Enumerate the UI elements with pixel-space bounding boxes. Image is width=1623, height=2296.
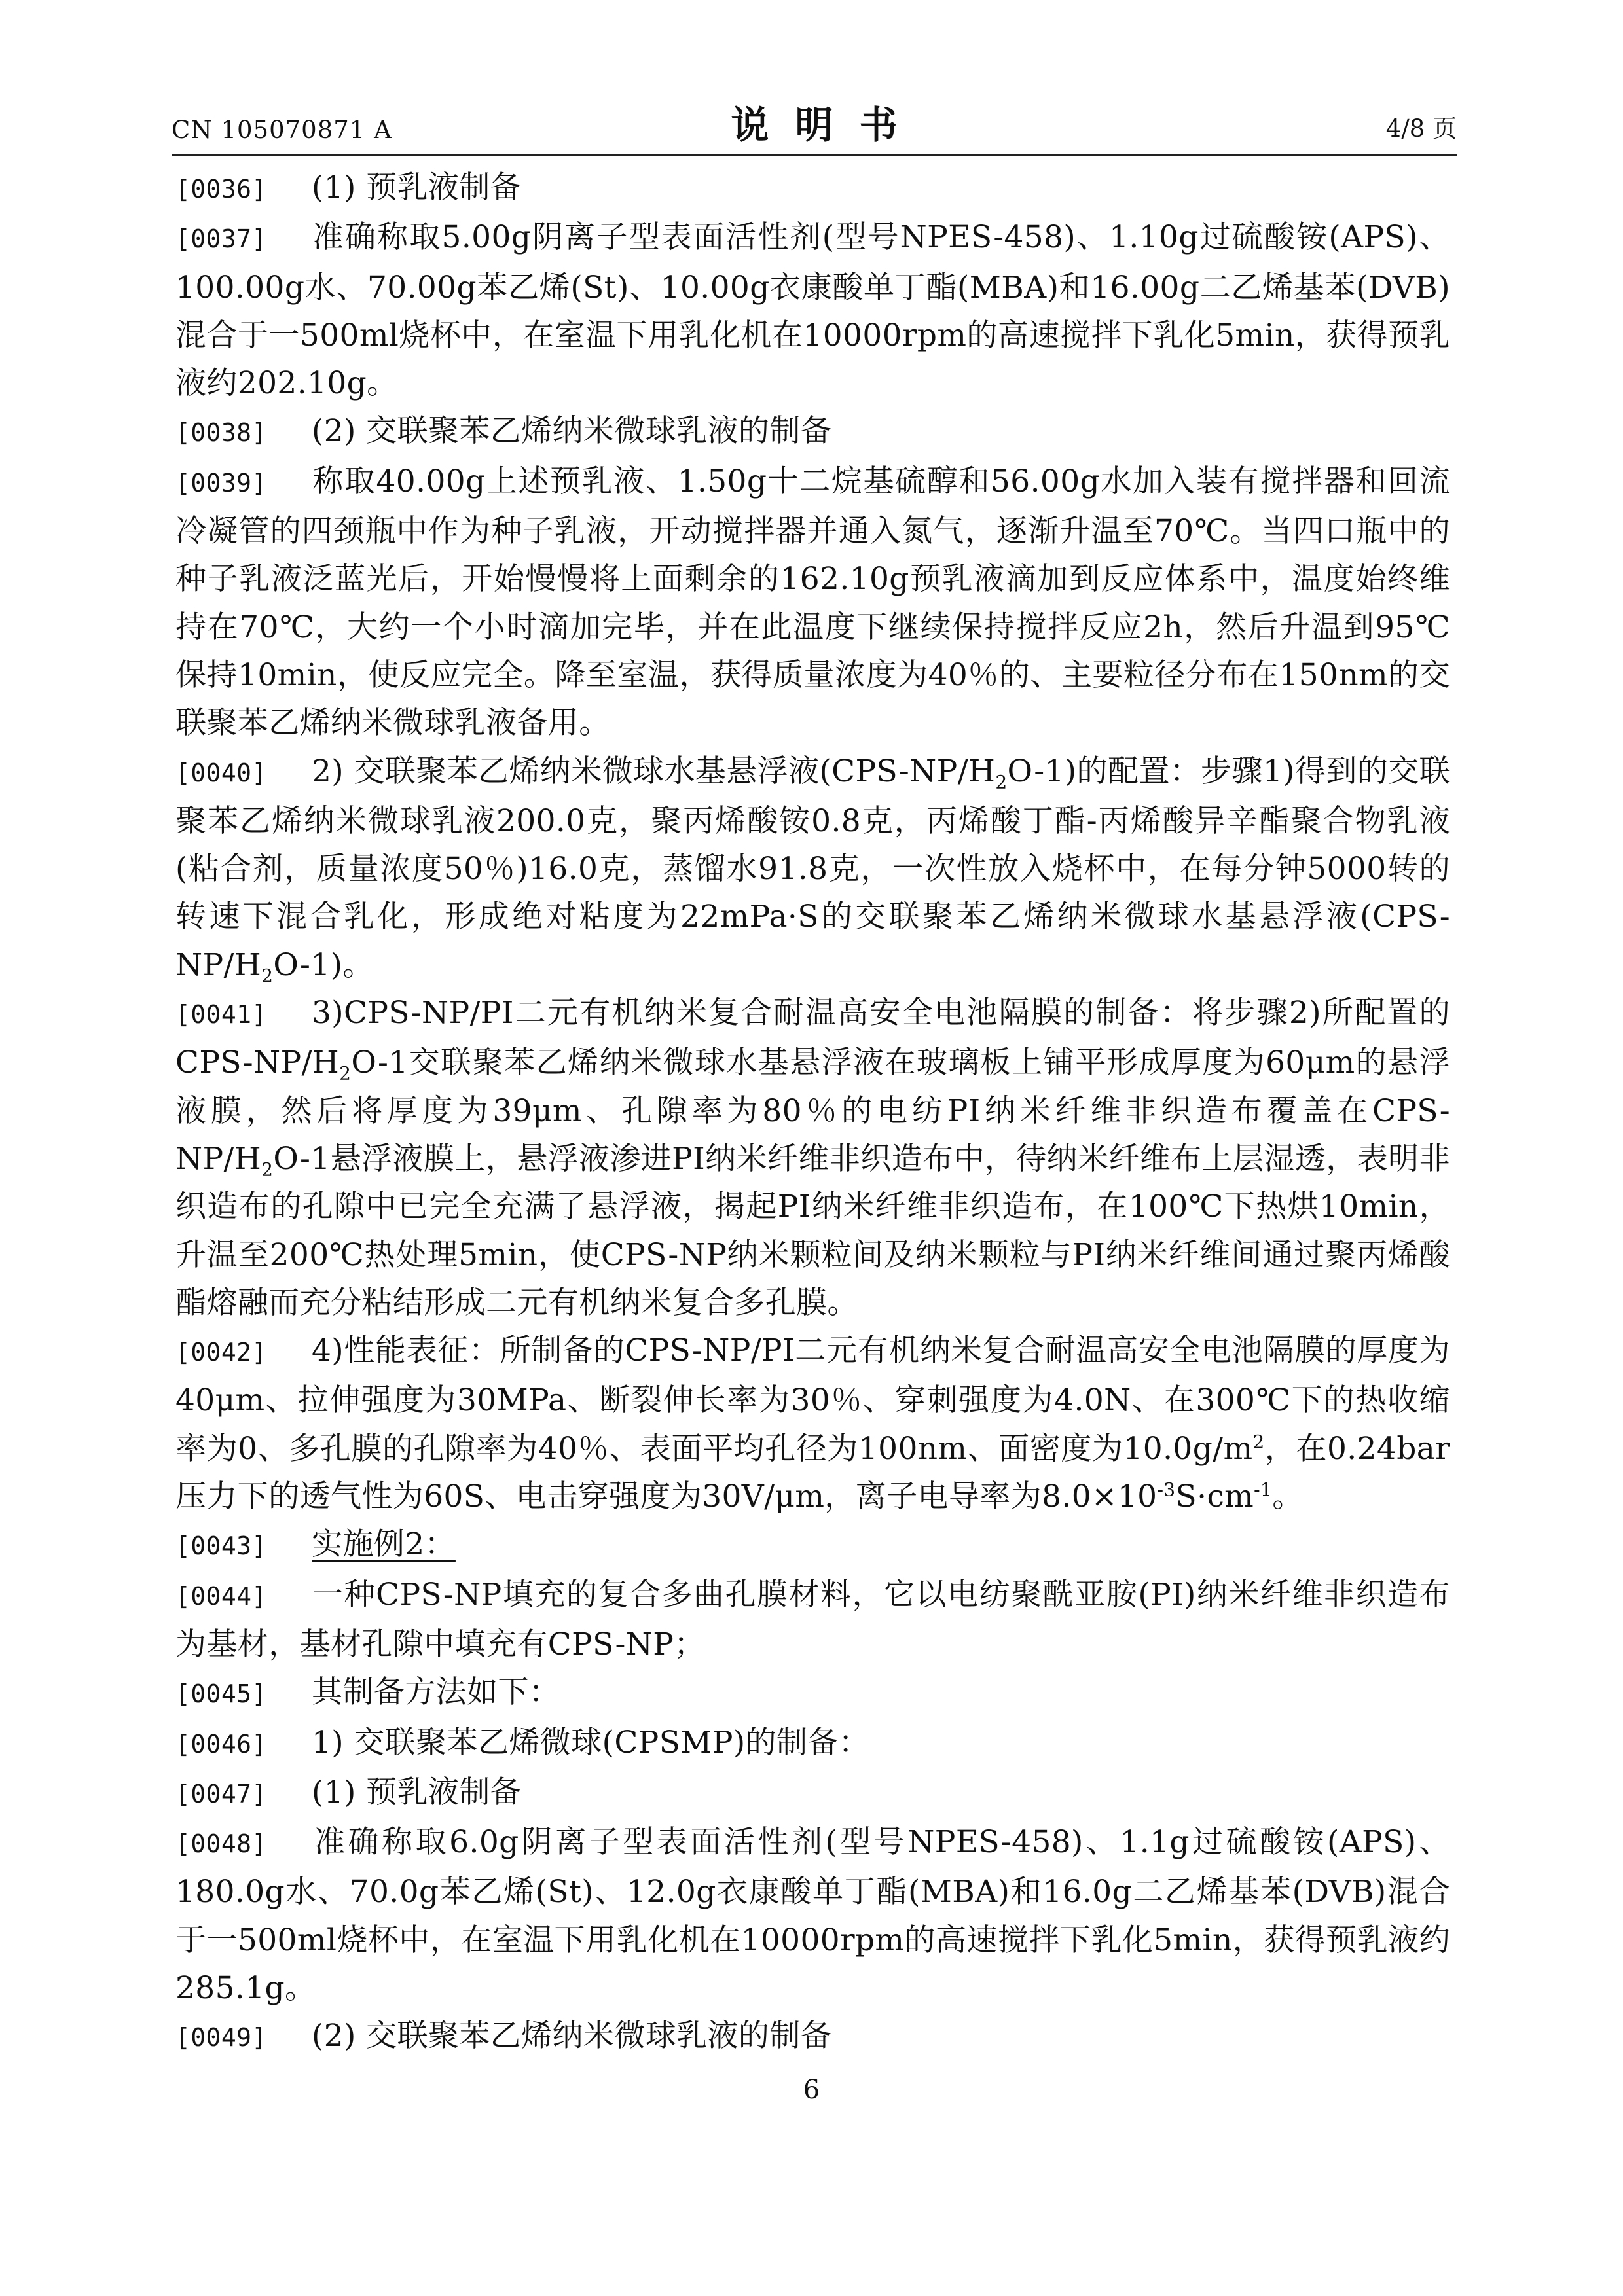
superscript: 2	[1252, 1431, 1265, 1453]
paragraph-number: [0036]	[175, 175, 267, 204]
paragraph-number: [0043]	[175, 1532, 267, 1561]
paragraph-number: [0049]	[175, 2023, 267, 2053]
subscript: 2	[261, 1158, 274, 1181]
paragraph-number: [0037]	[175, 224, 267, 254]
page-header	[172, 93, 1457, 153]
paragraph-text: S·cm	[1175, 1479, 1254, 1515]
paragraph-text: 称取40.00g上述预乳液、1.50g十二烷基硫醇和56.00g水加入装有搅拌器和回流冷凝管的四颈瓶中作为种子乳液，开动搅拌器并通入氮气，逐渐升温至70℃。当四口瓶中的种子乳液泛蓝光后，开始慢慢将上面剩余的162.10g预乳液滴加到反应体系中，温度始终维持在70℃，大约一个小时滴加完毕，并在此温度下继续保持搅拌反应2h，然后升温到95℃保持10min，使反应完全。降至室温，获得质量浓度为40％的、主要粒径分布在150nm的交联聚苯乙烯纳米微球乳液备用。	[175, 463, 1450, 742]
page-indicator: 4/8 页	[1385, 115, 1457, 143]
paragraph-number: [0047]	[175, 1779, 267, 1808]
paragraph-text: O-1)。	[273, 946, 374, 983]
superscript: -1	[1254, 1479, 1273, 1501]
paragraph-0040	[175, 747, 1450, 989]
paragraph-number: [0040]	[175, 758, 267, 787]
paragraph-text: 准确称取6.0g阴离子型表面活性剂(型号NPES-458)、1.1g过硫酸铵(APS)、180.0g水、70.0g苯乙烯(St)、12.0g衣康酸单丁酯(MBA)和16.0g二乙烯基苯(DVB)混合于一500ml烧杯中，在室温下用乳化机在10000rpm的高速搅拌下乳化5min，获得预乳液约285.1g。	[175, 1824, 1450, 2006]
paragraph-0047	[175, 1768, 1450, 1818]
header-divider	[172, 154, 1457, 156]
subscript: 2	[995, 770, 1008, 793]
paragraph-0043	[175, 1520, 1450, 1570]
example-heading: 实施例2：	[312, 1526, 456, 1563]
paragraph-number: [0042]	[175, 1338, 267, 1367]
paragraph-text: 其制备方法如下：	[312, 1674, 560, 1711]
paragraph-number: [0046]	[175, 1729, 267, 1759]
paragraph-text: 准确称取5.00g阴离子型表面活性剂(型号NPES-458)、1.10g过硫酸铵(APS)、100.00g水、70.00g苯乙烯(St)、10.00g衣康酸单丁酯(MBA)和16.00g二乙烯基苯(DVB)混合于一500ml烧杯中，在室温下用乳化机在10000rpm的高速搅拌下乳化5min，获得预乳液约202.10g。	[175, 219, 1450, 402]
document-body	[175, 164, 1450, 2062]
paragraph-text: (2) 交联聚苯乙烯纳米微球乳液的制备	[312, 2018, 832, 2054]
paragraph-number: [0044]	[175, 1581, 267, 1611]
paragraph-0039	[175, 457, 1450, 747]
paragraph-text: 4)性能表征：所制备的CPS-NP/PI二元有机纳米复合耐温高安全电池隔膜的厚度为40μm、拉伸强度为30MPa、断裂伸长率为30％、穿刺强度为4.0N、在300℃下的热收缩率为0、多孔膜的孔隙率为40％、表面平均孔径为100nm、面密度为10.0g/m	[175, 1333, 1450, 1467]
paragraph-0038	[175, 407, 1450, 457]
paragraph-number: [0041]	[175, 1000, 267, 1030]
paragraph-0044	[175, 1571, 1450, 1669]
superscript: -3	[1157, 1479, 1176, 1501]
paragraph-0036	[175, 164, 1450, 213]
paragraph-0049	[175, 2012, 1450, 2062]
paragraph-0042	[175, 1327, 1450, 1520]
paragraph-number: [0045]	[175, 1679, 267, 1709]
subscript: 2	[261, 965, 274, 987]
paragraph-text: 一种CPS-NP填充的复合多曲孔膜材料，它以电纺聚酰亚胺(PI)纳米纤维非织造布为基材，基材孔隙中填充有CPS-NP；	[175, 1576, 1450, 1662]
paragraph-text: (2) 交联聚苯乙烯纳米微球乳液的制备	[312, 413, 832, 450]
paragraph-number: [0048]	[175, 1829, 267, 1859]
paragraph-0037	[175, 213, 1450, 407]
paragraph-text: O-1)的配置：步骤1)得到的交联聚苯乙烯纳米微球乳液200.0克，聚丙烯酸铵0.8克，丙烯酸丁酯-丙烯酸异辛酯聚合物乳液(粘合剂，质量浓度50％)16.0克，蒸馏水91.8克，一次性放入烧杯中，在每分钟5000转的转速下混合乳化，形成绝对粘度为22mPa·S的交联聚苯乙烯纳米微球水基悬浮液(CPS-NP/H	[175, 753, 1450, 983]
paragraph-0046	[175, 1719, 1450, 1768]
paragraph-text: O-1悬浮液膜上，悬浮液渗进PI纳米纤维非织造布中，待纳米纤维布上层湿透，表明非织造布的孔隙中已完全充满了悬浮液，揭起PI纳米纤维非织造布，在100℃下热烘10min，升温至200℃热处理5min，使CPS-NP纳米颗粒间及纳米颗粒与PI纳米纤维间通过聚丙烯酸酯熔融而充分粘结形成二元有机纳米复合多孔膜。	[175, 1140, 1450, 1321]
document-title: 说明书	[731, 103, 924, 147]
paragraph-number: [0039]	[175, 468, 267, 497]
paragraph-text: (1) 预乳液制备	[312, 170, 522, 206]
paragraph-0041	[175, 989, 1450, 1327]
paragraph-text: (1) 预乳液制备	[312, 1774, 522, 1810]
paragraph-text: O-1交联聚苯乙烯纳米微球水基悬浮液在玻璃板上铺平形成厚度为60μm的悬浮液膜，然后将厚度为39μm、孔隙率为80％的电纺PI纳米纤维非织造布覆盖在CPS-NP/H	[175, 1045, 1450, 1177]
paragraph-text: 。	[1272, 1479, 1304, 1515]
subscript: 2	[339, 1062, 352, 1085]
paragraph-text: 1) 交联聚苯乙烯微球(CPSMP)的制备：	[312, 1724, 870, 1761]
paragraph-number: [0038]	[175, 418, 267, 448]
page-number: 6	[803, 2075, 820, 2105]
paragraph-text: 3)CPS-NP/PI二元有机纳米复合耐温高安全电池隔膜的制备：将步骤2)所配置的CPS-NP/H	[175, 995, 1450, 1081]
paragraph-text: 2) 交联聚苯乙烯纳米微球水基悬浮液(CPS-NP/H	[312, 753, 996, 789]
paragraph-0045	[175, 1668, 1450, 1718]
publication-number: CN 105070871 A	[172, 116, 392, 144]
paragraph-0048	[175, 1818, 1450, 2012]
paragraph-text: ，在0.24bar压力下的透气性为60S、电击穿强度为30V/μm，离子电导率为8.0×10	[175, 1430, 1451, 1515]
